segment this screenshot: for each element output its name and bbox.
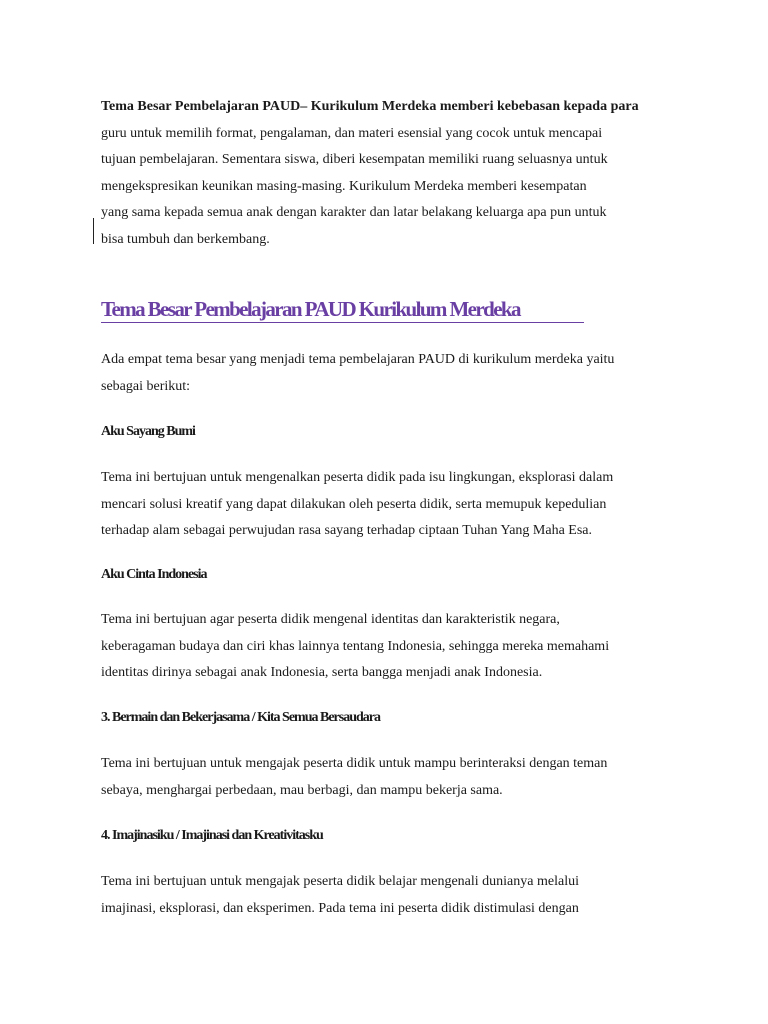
paragraph-line: Tema ini bertujuan untuk mengajak peserta didik belajar mengenali dunianya melalui [101, 874, 579, 889]
overview-paragraph [101, 347, 701, 400]
paragraph-line: Tema ini bertujuan agar peserta didik mengenal identitas dan karakteristik negara, [101, 612, 560, 627]
paragraph-line: keberagaman budaya dan ciri khas lainnya tentang Indonesia, sehingga mereka memahami [101, 638, 610, 654]
intro-paragraph [101, 94, 701, 253]
overview-line: Ada empat tema besar yang menjadi tema pembelajaran PAUD di kurikulum merdeka yaitu [101, 352, 615, 367]
paragraph-line: imajinasi, eksplorasi, dan eksperimen. Pada tema ini peserta didik distimulasi dengan [101, 900, 579, 916]
theme-3-paragraph [101, 751, 701, 804]
text-cursor [93, 218, 94, 244]
theme-4-paragraph [101, 869, 701, 922]
section-heading-link[interactable]: Tema Besar Pembelajaran PAUD Kurikulum Merdeka [101, 296, 584, 323]
paragraph-line: Tema ini bertujuan untuk mengajak peserta didik untuk mampu berinteraksi dengan teman [101, 756, 608, 771]
intro-line: bisa tumbuh dan berkembang. [101, 231, 270, 247]
theme-2-title: Aku Cinta Indonesia [101, 567, 207, 582]
paragraph-line: Tema ini bertujuan untuk mengenalkan peserta didik pada isu lingkungan, eksplorasi dalam [101, 470, 614, 485]
paragraph-line: terhadap alam sebagai perwujudan rasa sayang terhadap ciptaan Tuhan Yang Maha Esa. [101, 523, 593, 538]
intro-line: guru untuk memilih format, pengalaman, dan materi esensial yang cocok untuk mencapai [101, 125, 603, 141]
intro-lead-line: Tema Besar Pembelajaran PAUD– Kurikulum Merdeka memberi kebebasan kepada para [101, 99, 639, 114]
theme-1-paragraph [101, 465, 701, 545]
theme-4-title: 4. Imajinasiku / Imajinasi dan Kreativitasku [101, 828, 323, 843]
overview-line: sebagai berikut: [101, 378, 191, 394]
paragraph-line: sebaya, menghargai perbedaan, mau berbagi, dan mampu bekerja sama. [101, 782, 503, 798]
intro-line: tujuan pembelajaran. Sementara siswa, diberi kesempatan memiliki ruang seluasnya untuk [101, 152, 608, 167]
paragraph-line: identitas dirinya sebagai anak Indonesia, serta bangga menjadi anak Indonesia. [101, 665, 543, 680]
intro-line: mengekspresikan keunikan masing-masing. Kurikulum Merdeka memberi kesempatan [101, 178, 587, 194]
theme-2-paragraph [101, 607, 701, 687]
intro-line: yang sama kepada semua anak dengan karakter dan latar belakang keluarga apa pun untuk [101, 205, 607, 220]
theme-1-title: Aku Sayang Bumi [101, 424, 195, 439]
paragraph-line: mencari solusi kreatif yang dapat dilakukan oleh peserta didik, serta memupuk kepedulian [101, 496, 607, 512]
theme-3-title: 3. Bermain dan Bekerjasama / Kita Semua Bersaudara [101, 710, 380, 725]
